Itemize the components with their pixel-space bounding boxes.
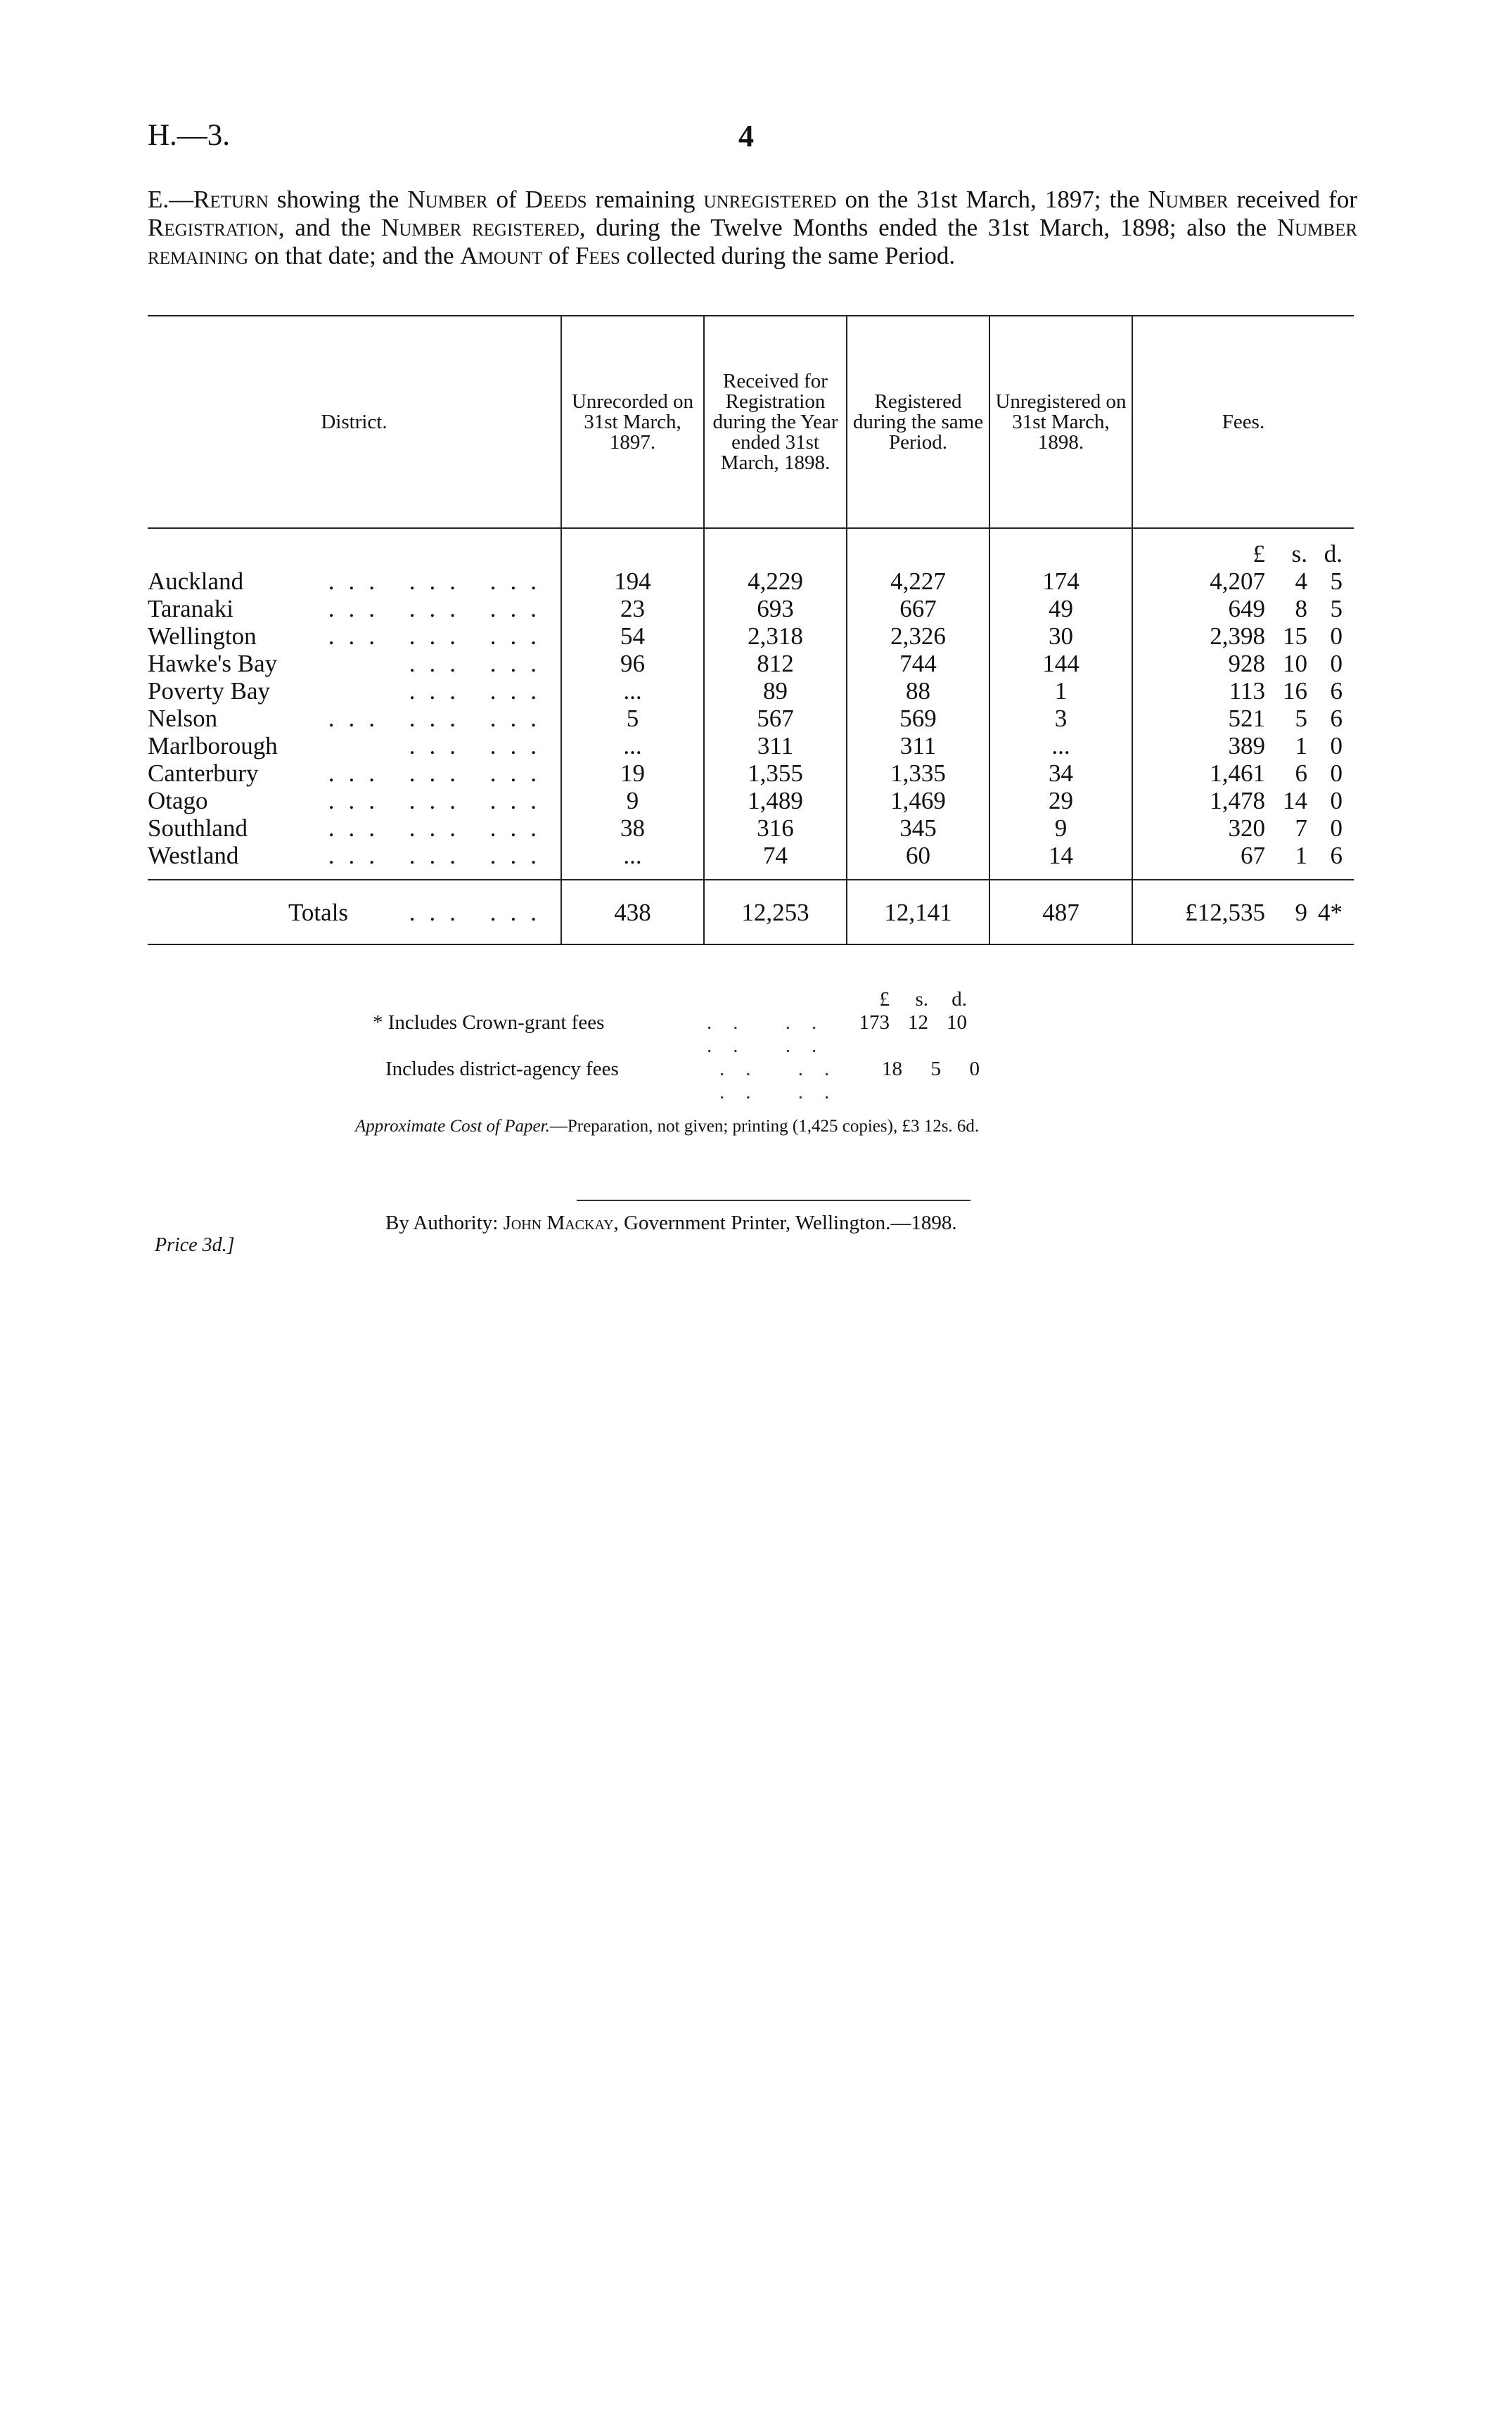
- fee-shillings: 8: [1295, 595, 1307, 622]
- amount-pence: 10: [947, 1011, 967, 1034]
- received-value: 693: [704, 595, 847, 622]
- district-line: [148, 677, 556, 705]
- title-part: unregistered: [703, 186, 837, 213]
- leader-dots: ... ...: [409, 898, 551, 926]
- unregistered-value: 1: [989, 677, 1132, 705]
- district-name: Nelson: [148, 705, 218, 732]
- fee-shillings: 1: [1295, 842, 1307, 869]
- fee-shillings: 15: [1283, 622, 1307, 650]
- fee-pounds: £: [1252, 540, 1265, 568]
- title-part: , and the: [278, 214, 382, 241]
- leader-dots: ... ...: [409, 732, 551, 759]
- received-value: 1,489: [704, 787, 847, 814]
- unrecorded-value: 54: [561, 622, 704, 650]
- printer-imprint: [385, 1212, 957, 1235]
- footnote-label: * Includes Crown-grant fees: [373, 1011, 605, 1034]
- table-row: [148, 677, 1354, 705]
- district-cell: [148, 787, 561, 814]
- title-part: Amount: [460, 242, 543, 269]
- unrecorded-value: 194: [561, 568, 704, 595]
- fees-cell: [1132, 759, 1354, 787]
- footnote-units-row: [373, 988, 980, 1011]
- fee-shillings: 5: [1295, 705, 1307, 732]
- totals-line: [148, 899, 556, 926]
- leader-dots: ... ... ...: [328, 568, 551, 595]
- total-received: 12,253: [704, 880, 847, 944]
- district-name: Southland: [148, 814, 248, 842]
- imprint-suffix: , Government Printer, Wellington.—1898.: [613, 1212, 957, 1234]
- table-row: [148, 732, 1354, 759]
- district-line: [148, 732, 556, 759]
- district-cell: [148, 759, 561, 787]
- unrecorded-value: 96: [561, 650, 704, 677]
- fees-cell: [1132, 814, 1354, 842]
- received-value: 311: [704, 732, 847, 759]
- registered-value: 88: [847, 677, 989, 705]
- leader-dots: ... ... ...: [328, 814, 551, 842]
- leader-dots: ... ... ...: [328, 759, 551, 787]
- deeds-return-table: [148, 315, 1354, 945]
- fee-shillings: 9: [1295, 898, 1307, 926]
- fees-amount: [1137, 568, 1350, 595]
- received-value: 2,318: [704, 622, 847, 650]
- leader-dots: .. .. .. ..: [707, 1011, 838, 1057]
- unregistered-value: 9: [989, 814, 1132, 842]
- fee-pence: 5: [1330, 568, 1343, 595]
- fees-cell: [1132, 528, 1354, 568]
- fee-pence: 4*: [1318, 898, 1343, 926]
- received-value: 4,229: [704, 568, 847, 595]
- district-cell: [148, 705, 561, 732]
- unrecorded-value: ...: [561, 842, 704, 869]
- fees-cell: [1132, 787, 1354, 814]
- fees-cell: [1132, 842, 1354, 869]
- title-part: Deeds: [525, 186, 587, 213]
- title-part: on the 31st March, 1897; the: [836, 186, 1148, 213]
- fees-amount: [1137, 814, 1350, 842]
- totals-label: Totals: [288, 898, 349, 926]
- cost-label: Approximate Cost of Paper.: [355, 1117, 550, 1136]
- district-name: Westland: [148, 842, 239, 869]
- fee-pence: 0: [1330, 759, 1343, 787]
- registered-value: 744: [847, 650, 989, 677]
- document-reference: H.—3.: [148, 119, 231, 152]
- table-row: [148, 787, 1354, 814]
- title-part: , during the Twelve Months ended the 31st March, 1898; also the: [579, 214, 1277, 241]
- blank-cell: [561, 869, 704, 880]
- unit-shillings: s.: [915, 988, 928, 1011]
- received-value: 812: [704, 650, 847, 677]
- unregistered-value: 3: [989, 705, 1132, 732]
- fees-cell: [1132, 732, 1354, 759]
- unit-pence: d.: [952, 988, 967, 1011]
- fee-shillings: 14: [1283, 787, 1307, 814]
- table-row: [148, 622, 1354, 650]
- title-part: Number remaining: [148, 214, 1358, 269]
- fee-shillings: 6: [1295, 759, 1307, 787]
- fee-pounds: 2,398: [1210, 622, 1265, 650]
- unrecorded-value: 23: [561, 595, 704, 622]
- registered-value: 60: [847, 842, 989, 869]
- total-registered: 12,141: [847, 880, 989, 944]
- title-part: of: [487, 186, 525, 213]
- fee-pence: 5: [1330, 595, 1343, 622]
- table-row: [148, 814, 1354, 842]
- blank-cell: [1132, 869, 1354, 880]
- district-name: Hawke's Bay: [148, 650, 278, 677]
- district-cell: [148, 842, 561, 869]
- blank-cell: [148, 869, 561, 880]
- district-cell: [148, 677, 561, 705]
- fees-cell: [1132, 622, 1354, 650]
- title-part: Number: [407, 186, 488, 213]
- unregistered-value: 174: [989, 568, 1132, 595]
- unregistered-value: 34: [989, 759, 1132, 787]
- fee-shillings: 4: [1295, 568, 1307, 595]
- fee-pounds: 521: [1228, 705, 1265, 732]
- registered-value: 1,335: [847, 759, 989, 787]
- registered-value: 667: [847, 595, 989, 622]
- blank-cell: [847, 869, 989, 880]
- district-name: Otago: [148, 787, 208, 814]
- district-line: [148, 759, 556, 787]
- unregistered-value: 30: [989, 622, 1132, 650]
- fee-pence: 6: [1330, 842, 1343, 869]
- district-line: [148, 814, 556, 842]
- fee-shillings: 16: [1283, 677, 1307, 705]
- fees-cell: [1132, 568, 1354, 595]
- title-part: on that date; and the: [248, 242, 461, 269]
- col-unregistered: Unregistered on 31st March, 1898.: [989, 316, 1132, 528]
- fees-amount: [1137, 759, 1350, 787]
- col-district: District.: [321, 410, 387, 433]
- blank-cell: [561, 528, 704, 568]
- fee-shillings: 7: [1295, 814, 1307, 842]
- fee-pence: 0: [1330, 732, 1343, 759]
- fee-pence: 0: [1330, 814, 1343, 842]
- leader-dots: ... ... ...: [328, 595, 551, 622]
- fees-amount: [1137, 540, 1350, 568]
- return-title: [148, 186, 1357, 270]
- footnote-line: [373, 1011, 980, 1058]
- district-line: [148, 842, 556, 869]
- col-unrecorded: Unrecorded on 31st March, 1897.: [561, 316, 704, 528]
- table-row: [148, 568, 1354, 595]
- fees-cell: [1132, 880, 1354, 944]
- district-line: [148, 650, 556, 677]
- table-row: [148, 705, 1354, 732]
- fee-shillings: s.: [1291, 540, 1307, 568]
- registered-value: 1,469: [847, 787, 989, 814]
- table-row: [148, 842, 1354, 869]
- amount-pounds: 173: [859, 1011, 890, 1034]
- unrecorded-value: ...: [561, 677, 704, 705]
- district-name: Taranaki: [148, 595, 233, 622]
- unregistered-value: 29: [989, 787, 1132, 814]
- col-received: Received for Registration during the Year ended 31st March, 1898.: [704, 316, 847, 528]
- district-cell: [148, 595, 561, 622]
- fees-amount: [1137, 787, 1350, 814]
- leader-dots: .. .. .. ..: [719, 1058, 851, 1103]
- fee-pence: 6: [1330, 677, 1343, 705]
- amount-pence: 0: [969, 1058, 980, 1080]
- fees-amount: [1137, 622, 1350, 650]
- fee-pence: 6: [1330, 705, 1343, 732]
- district-name: Marlborough: [148, 732, 278, 759]
- title-part: showing the: [268, 186, 408, 213]
- leader-dots: ... ...: [409, 650, 551, 677]
- title-part: Fees: [575, 242, 620, 269]
- leader-dots: ... ... ...: [328, 842, 551, 869]
- registered-value: 4,227: [847, 568, 989, 595]
- fee-pounds: 67: [1241, 842, 1265, 869]
- unrecorded-value: 19: [561, 759, 704, 787]
- table-row: [148, 595, 1354, 622]
- leader-dots: ... ...: [409, 677, 551, 705]
- district-name: Poverty Bay: [148, 677, 271, 705]
- received-value: 74: [704, 842, 847, 869]
- fees-amount: [1137, 595, 1350, 622]
- fee-pounds: 389: [1228, 732, 1265, 759]
- fee-pence: 0: [1330, 650, 1343, 677]
- title-part: Registration: [148, 214, 278, 241]
- cost-of-paper-note: [355, 1117, 979, 1136]
- title-prefix: E.—: [148, 186, 194, 213]
- fee-pounds: £12,535: [1185, 898, 1265, 926]
- fee-pence: d.: [1324, 540, 1343, 568]
- unrecorded-value: 9: [561, 787, 704, 814]
- leader-dots: ... ... ...: [328, 705, 551, 732]
- spacer-row: [148, 869, 1354, 880]
- fee-pence: 0: [1330, 622, 1343, 650]
- footnote-label: Includes district-agency fees: [385, 1058, 619, 1080]
- fees-amount: [1137, 650, 1350, 677]
- unrecorded-value: 5: [561, 705, 704, 732]
- total-unregistered: 487: [989, 880, 1132, 944]
- fees-cell: [1132, 705, 1354, 732]
- divider: [577, 1200, 970, 1201]
- district-line: [148, 787, 556, 814]
- leader-dots: ... ... ...: [328, 787, 551, 814]
- unregistered-value: 14: [989, 842, 1132, 869]
- price: Price 3d.]: [155, 1234, 235, 1256]
- title-part: of: [542, 242, 575, 269]
- fee-pounds: 649: [1228, 595, 1265, 622]
- district-name: Wellington: [148, 622, 257, 650]
- table-row: [148, 650, 1354, 677]
- fees-amount: [1137, 732, 1350, 759]
- fees-cell: [1132, 677, 1354, 705]
- district-line: [148, 568, 556, 595]
- page-number: 4: [738, 119, 754, 153]
- fee-pounds: 113: [1229, 677, 1265, 705]
- district-cell: [148, 732, 561, 759]
- unregistered-value: ...: [989, 732, 1132, 759]
- fee-shillings: 1: [1295, 732, 1307, 759]
- district-cell: [148, 814, 561, 842]
- blank-cell: [989, 869, 1132, 880]
- district-cell: [148, 622, 561, 650]
- units-row: [148, 528, 1354, 568]
- totals-label-cell: [148, 880, 561, 944]
- fee-pounds: 1,461: [1210, 759, 1265, 787]
- registered-value: 311: [847, 732, 989, 759]
- registered-value: 345: [847, 814, 989, 842]
- registered-value: 2,326: [847, 622, 989, 650]
- title-part: remaining: [587, 186, 704, 213]
- fees-cell: [1132, 595, 1354, 622]
- unit-pounds: £: [879, 988, 890, 1011]
- blank-cell: [989, 528, 1132, 568]
- district-cell: [148, 568, 561, 595]
- fee-pounds: 320: [1228, 814, 1265, 842]
- fee-pounds: 4,207: [1210, 568, 1265, 595]
- col-registered: Registered during the same Period.: [847, 316, 989, 528]
- amount-shillings: 12: [908, 1011, 928, 1034]
- received-value: 567: [704, 705, 847, 732]
- fees-amount: [1137, 705, 1350, 732]
- title-part: Number: [1148, 186, 1229, 213]
- district-line: [148, 705, 556, 732]
- fees-cell: [1132, 650, 1354, 677]
- fees-amount: [1137, 899, 1350, 926]
- fees-footnote: [373, 988, 980, 1104]
- received-value: 316: [704, 814, 847, 842]
- amount-shillings: 5: [930, 1058, 941, 1080]
- table-row: [148, 759, 1354, 787]
- blank-cell: [704, 528, 847, 568]
- district-name: Canterbury: [148, 759, 259, 787]
- blank-cell: [847, 528, 989, 568]
- col-fees: Fees.: [1132, 316, 1354, 528]
- totals-row: [148, 880, 1354, 944]
- imprint-prefix: By Authority:: [385, 1212, 504, 1234]
- title-part: received for: [1228, 186, 1357, 213]
- fee-pounds: 928: [1228, 650, 1265, 677]
- blank-cell: [148, 528, 561, 568]
- unregistered-value: 49: [989, 595, 1132, 622]
- fee-pence: 0: [1330, 787, 1343, 814]
- table-body: [148, 528, 1354, 944]
- fee-shillings: 10: [1283, 650, 1307, 677]
- title-part: collected during the same Period.: [620, 242, 956, 269]
- district-name: Auckland: [148, 568, 244, 595]
- unregistered-value: 144: [989, 650, 1132, 677]
- total-unrecorded: 438: [561, 880, 704, 944]
- registered-value: 569: [847, 705, 989, 732]
- fee-pounds: 1,478: [1210, 787, 1265, 814]
- title-part: Number registered: [381, 214, 579, 241]
- table-header-row: [148, 316, 1354, 528]
- amount-pounds: 18: [882, 1058, 902, 1080]
- footnote-line: [373, 1058, 980, 1104]
- district-line: [148, 622, 556, 650]
- leader-dots: ... ... ...: [328, 622, 551, 650]
- blank-cell: [704, 869, 847, 880]
- title-part: Return: [193, 186, 269, 213]
- printer-name: John Mackay: [503, 1212, 614, 1234]
- unrecorded-value: ...: [561, 732, 704, 759]
- fees-amount: [1137, 677, 1350, 705]
- received-value: 1,355: [704, 759, 847, 787]
- district-cell: [148, 650, 561, 677]
- cost-text: —Preparation, not given; printing (1,425 copies), £3 12s. 6d.: [549, 1117, 980, 1136]
- received-value: 89: [704, 677, 847, 705]
- fees-amount: [1137, 842, 1350, 869]
- unrecorded-value: 38: [561, 814, 704, 842]
- district-line: [148, 595, 556, 622]
